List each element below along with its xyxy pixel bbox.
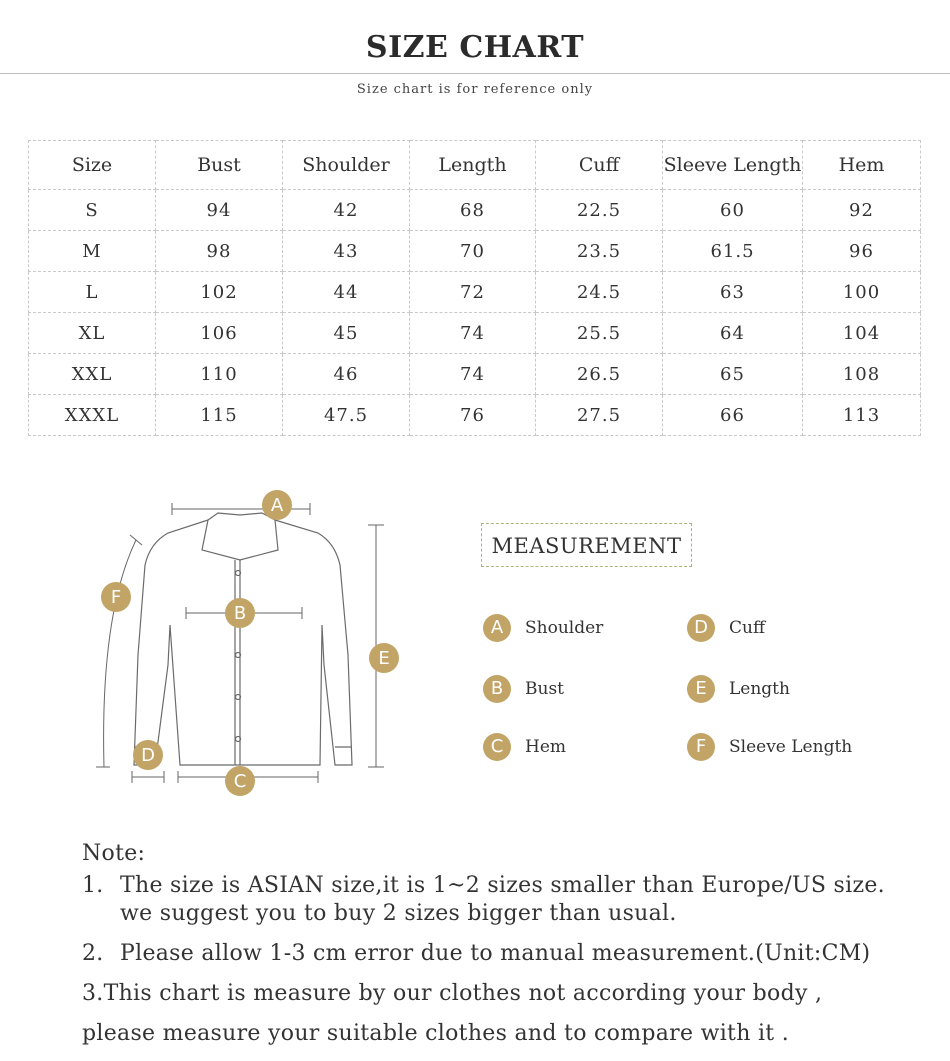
note-3-line-2: please measure your suitable clothes and to compare with it . xyxy=(82,1021,790,1046)
table-cell: 115 xyxy=(156,395,283,436)
table-row xyxy=(29,272,921,313)
legend-item-length xyxy=(687,675,790,703)
legend-label: Sleeve Length xyxy=(729,737,853,757)
table-cell: 74 xyxy=(410,313,536,354)
table-cell: 100 xyxy=(803,272,921,313)
table-cell: 46 xyxy=(283,354,410,395)
legend-badge-f: F xyxy=(687,733,715,761)
header-cuff: Cuff xyxy=(536,141,663,190)
note-2-text: Please allow 1-3 cm error due to manual measurement.(Unit:CM) xyxy=(120,941,871,966)
shirt-measurement-diagram-icon xyxy=(90,485,410,805)
title-divider xyxy=(0,73,950,74)
table-cell: L xyxy=(29,272,156,313)
table-cell: 76 xyxy=(410,395,536,436)
note-2-number: 2. xyxy=(82,941,104,966)
table-cell: M xyxy=(29,231,156,272)
notes-heading: Note: xyxy=(82,841,146,866)
note-1-line-2: we suggest you to buy 2 sizes bigger than usual. xyxy=(120,901,677,926)
table-row xyxy=(29,231,921,272)
table-cell: 44 xyxy=(283,272,410,313)
table-cell: S xyxy=(29,190,156,231)
table-cell: 66 xyxy=(663,395,803,436)
header-bust: Bust xyxy=(156,141,283,190)
marker-d: D xyxy=(141,745,155,766)
table-cell: 22.5 xyxy=(536,190,663,231)
table-row xyxy=(29,190,921,231)
table-cell: 23.5 xyxy=(536,231,663,272)
table-cell: 96 xyxy=(803,231,921,272)
table-cell: 106 xyxy=(156,313,283,354)
table-cell: 98 xyxy=(156,231,283,272)
table-cell: 65 xyxy=(663,354,803,395)
page-subtitle: Size chart is for reference only xyxy=(356,82,594,97)
legend-item-shoulder xyxy=(483,614,603,642)
table-cell: 25.5 xyxy=(536,313,663,354)
legend-item-bust xyxy=(483,675,564,703)
marker-f: F xyxy=(110,587,122,608)
marker-e: E xyxy=(378,648,390,669)
table-cell: 92 xyxy=(803,190,921,231)
header-sleeve-length: Sleeve Length xyxy=(663,141,803,190)
measurement-title: MEASUREMENT xyxy=(481,523,692,567)
table-cell: 70 xyxy=(410,231,536,272)
notes-section xyxy=(82,840,932,1048)
table-cell: 26.5 xyxy=(536,354,663,395)
table-cell: 102 xyxy=(156,272,283,313)
legend-label: Cuff xyxy=(729,618,766,638)
table-cell: 72 xyxy=(410,272,536,313)
legend-label: Bust xyxy=(525,679,564,699)
legend-badge-c: C xyxy=(483,733,511,761)
legend-badge-e: E xyxy=(687,675,715,703)
table-cell: 113 xyxy=(803,395,921,436)
legend-badge-a: A xyxy=(483,614,511,642)
table-cell: 108 xyxy=(803,354,921,395)
marker-a: A xyxy=(270,495,284,516)
legend-item-hem xyxy=(483,733,566,761)
table-cell: 47.5 xyxy=(283,395,410,436)
header-shoulder: Shoulder xyxy=(283,141,410,190)
legend-item-cuff xyxy=(687,614,765,642)
legend-label: Length xyxy=(729,679,790,699)
table-cell: 110 xyxy=(156,354,283,395)
legend-label: Hem xyxy=(525,737,567,757)
table-cell: 64 xyxy=(663,313,803,354)
table-cell: XXXL xyxy=(29,395,156,436)
table-cell: 27.5 xyxy=(536,395,663,436)
table-cell: 24.5 xyxy=(536,272,663,313)
table-cell: 45 xyxy=(283,313,410,354)
table-row xyxy=(29,313,921,354)
table-row xyxy=(29,354,921,395)
note-1-number: 1. xyxy=(82,873,104,898)
table-row xyxy=(29,395,921,436)
table-cell: 61.5 xyxy=(663,231,803,272)
legend-badge-d: D xyxy=(687,614,715,642)
table-cell: 63 xyxy=(663,272,803,313)
marker-c: C xyxy=(233,771,247,792)
marker-b: B xyxy=(233,603,247,624)
table-cell: 104 xyxy=(803,313,921,354)
page-title: SIZE CHART xyxy=(365,30,585,65)
header-hem: Hem xyxy=(803,141,921,190)
legend-item-sleeve-length xyxy=(687,733,852,761)
table-cell: 60 xyxy=(663,190,803,231)
table-header-row xyxy=(29,141,921,190)
table-cell: 94 xyxy=(156,190,283,231)
header-size: Size xyxy=(29,141,156,190)
size-table xyxy=(28,140,921,436)
note-1 xyxy=(82,872,932,900)
legend-label: Shoulder xyxy=(525,618,604,638)
note-1-line-1: The size is ASIAN size,it is 1~2 sizes smaller than Europe/US size. xyxy=(120,873,885,898)
table-cell: 43 xyxy=(283,231,410,272)
table-cell: 42 xyxy=(283,190,410,231)
table-cell: XXL xyxy=(29,354,156,395)
header-length: Length xyxy=(410,141,536,190)
table-cell: XL xyxy=(29,313,156,354)
note-3-line-1: 3.This chart is measure by our clothes not according your body , xyxy=(82,981,823,1006)
table-cell: 74 xyxy=(410,354,536,395)
table-cell: 68 xyxy=(410,190,536,231)
note-2 xyxy=(82,940,932,968)
legend-badge-b: B xyxy=(483,675,511,703)
